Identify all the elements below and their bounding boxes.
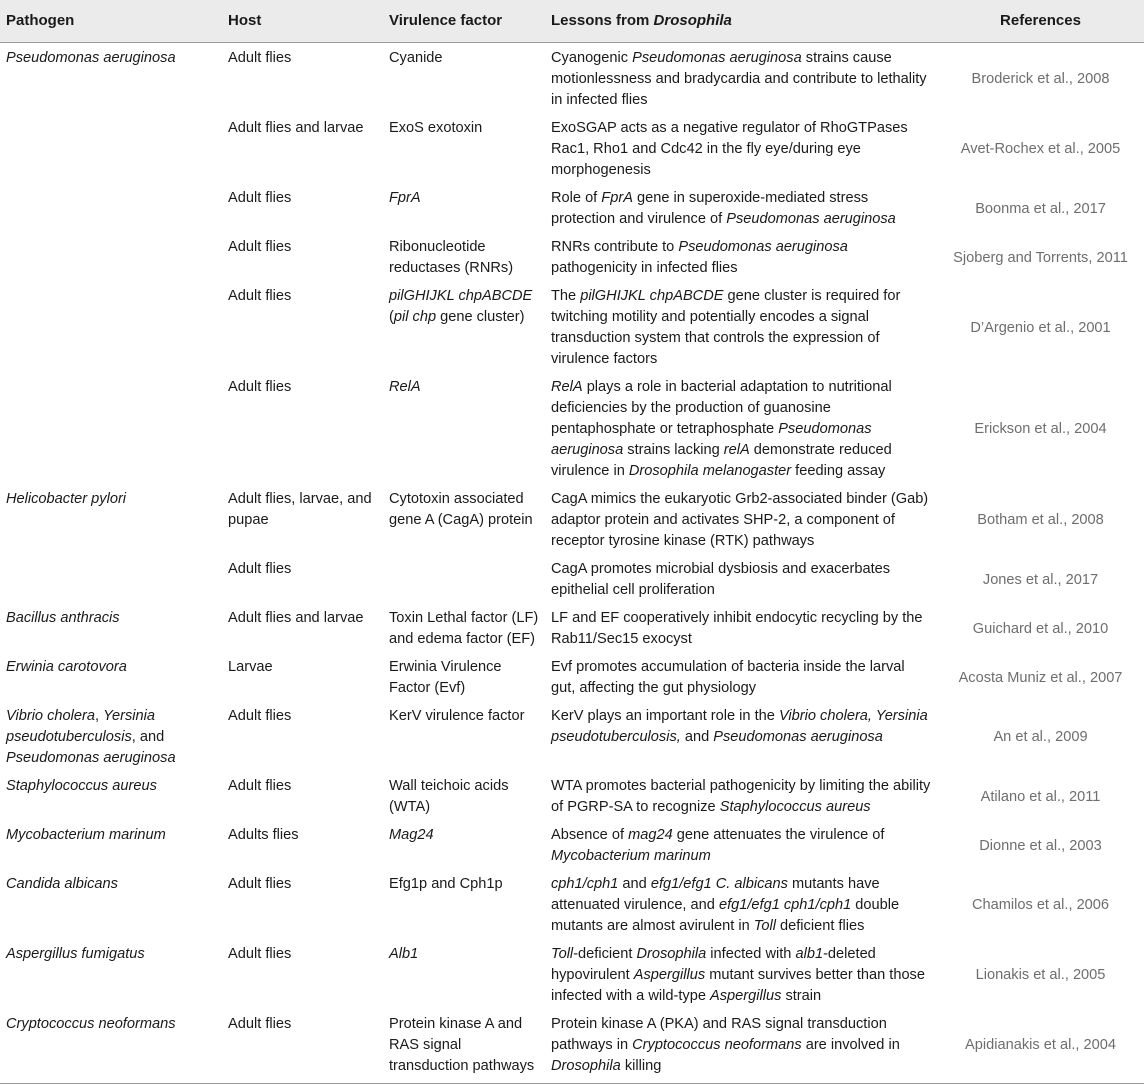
host-text: Adult flies bbox=[228, 379, 292, 395]
cell-factor bbox=[383, 43, 545, 114]
table-row bbox=[0, 869, 1144, 939]
factor-text: FprA bbox=[389, 190, 421, 206]
factor-text: gene cluster) bbox=[436, 309, 525, 325]
header-lessons: Lessons from Drosophila bbox=[545, 0, 935, 43]
table-row bbox=[0, 554, 1144, 603]
cell-reference[interactable]: Jones et al., 2017 bbox=[982, 571, 1099, 588]
cell-reference[interactable]: Lionakis et al., 2005 bbox=[975, 967, 1106, 983]
cell-pathogen bbox=[0, 701, 222, 771]
pathogen-text: Staphylococcus aureus bbox=[6, 778, 157, 794]
cell-lesson bbox=[545, 939, 935, 1009]
cell-reference[interactable]: Sjoberg and Torrents, 2011 bbox=[953, 249, 1128, 266]
factor-text: Ribonucleotide reductases (RNRs) bbox=[389, 239, 514, 276]
lesson-text: WTA promotes bacterial pathogenicity by limiting the ability of PGRP-SA to recognize bbox=[551, 778, 931, 815]
lesson-text: ExoSGAP acts as a negative regulator of RhoGTPases Rac1, Rho1 and Cdc42 in the fly eye/during eye morphogenesis bbox=[551, 120, 908, 178]
lesson-text: cph1/cph1 bbox=[551, 876, 619, 892]
lesson-text: gene attenuates the virulence of bbox=[672, 827, 885, 843]
cell-pathogen bbox=[0, 43, 222, 114]
table-row bbox=[0, 701, 1144, 771]
lesson-text: RNRs contribute to bbox=[551, 239, 679, 255]
lesson-text: Staphylococcus aureus bbox=[719, 799, 871, 815]
host-text: Adult flies bbox=[228, 778, 292, 794]
lesson-text: Pseudomonas aeruginosa bbox=[713, 729, 883, 745]
cell-pathogen bbox=[0, 281, 222, 372]
lesson-text: gene cluster is required for twitching motility and potentially encodes a signal transduction system that controls the expression of virulence factors bbox=[551, 288, 901, 367]
cell-factor bbox=[383, 701, 545, 771]
cell-lesson bbox=[545, 281, 935, 372]
cell-lesson bbox=[545, 183, 935, 232]
lesson-text: -deleted hypovirulent bbox=[551, 946, 876, 983]
cell-host bbox=[222, 232, 383, 281]
cell-factor bbox=[383, 554, 545, 603]
factor-text: Erwinia Virulence Factor (Evf) bbox=[389, 659, 502, 696]
host-text: Adult flies bbox=[228, 708, 292, 724]
host-text: Adult flies bbox=[228, 288, 292, 304]
lesson-text: double mutants are almost avirulent in bbox=[551, 897, 900, 934]
pathogen-text: Mycobacterium marinum bbox=[6, 827, 166, 843]
pathogen-text: Candida albicans bbox=[6, 876, 118, 892]
cell-reference[interactable]: Boonma et al., 2017 bbox=[975, 200, 1106, 217]
cell-pathogen bbox=[0, 484, 222, 554]
host-text: Adult flies and larvae bbox=[228, 610, 364, 626]
factor-text: Wall teichoic acids (WTA) bbox=[389, 778, 509, 815]
cell-pathogen bbox=[0, 652, 222, 701]
cell-pathogen bbox=[0, 554, 222, 603]
lesson-text: Protein kinase A (PKA) and RAS signal transduction pathways in bbox=[551, 1016, 887, 1053]
factor-text: Cytotoxin associated gene A (CagA) protein bbox=[389, 491, 533, 528]
cell-host bbox=[222, 1009, 383, 1084]
cell-host bbox=[222, 652, 383, 701]
lesson-text: LF and EF cooperatively inhibit endocytic recycling by the Rab11/Sec15 exocyst bbox=[551, 610, 923, 647]
cell-lesson bbox=[545, 232, 935, 281]
host-text: Adult flies bbox=[228, 50, 292, 66]
cell-factor bbox=[383, 232, 545, 281]
cell-reference[interactable]: Broderick et al., 2008 bbox=[971, 71, 1110, 87]
cell-factor bbox=[383, 603, 545, 652]
table-row bbox=[0, 232, 1144, 281]
lesson-text: Pseudomonas aeruginosa bbox=[632, 50, 802, 66]
lesson-text: Toll bbox=[753, 918, 776, 934]
factor-text: Mag24 bbox=[389, 827, 434, 843]
factor-text: ExoS exotoxin bbox=[389, 120, 483, 136]
lesson-text: mag24 bbox=[628, 827, 673, 843]
factor-text: Protein kinase A and RAS signal transduction pathways bbox=[389, 1016, 535, 1074]
cell-lesson bbox=[545, 372, 935, 484]
factor-text: RelA bbox=[389, 379, 421, 395]
lesson-text: Vibrio cholera, Yersinia pseudotuberculosis, bbox=[551, 708, 928, 745]
host-text: Adult flies bbox=[228, 946, 292, 962]
lesson-text: relA bbox=[723, 442, 750, 458]
lesson-text: CagA promotes microbial dysbiosis and exacerbates epithelial cell proliferation bbox=[551, 561, 891, 598]
cell-pathogen bbox=[0, 113, 222, 183]
cell-reference[interactable]: Erickson et al., 2004 bbox=[974, 421, 1107, 437]
table-row bbox=[0, 771, 1144, 820]
cell-host bbox=[222, 701, 383, 771]
header-virulence-factor: Virulence factor bbox=[383, 0, 545, 43]
header-references: References bbox=[935, 0, 1144, 43]
cell-lesson bbox=[545, 484, 935, 554]
table-row bbox=[0, 820, 1144, 869]
lesson-text: Drosophila melanogaster bbox=[628, 463, 792, 479]
factor-text: Cyanide bbox=[389, 50, 443, 66]
cell-factor bbox=[383, 183, 545, 232]
cell-pathogen bbox=[0, 372, 222, 484]
lesson-text: The bbox=[551, 288, 581, 304]
lesson-text: Pseudomonas aeruginosa bbox=[726, 211, 896, 227]
lesson-text: Toll bbox=[551, 946, 574, 962]
cell-lesson bbox=[545, 652, 935, 701]
header-pathogen: Pathogen bbox=[0, 0, 222, 43]
table-row bbox=[0, 939, 1144, 1009]
lesson-text: Cryptococcus neoformans bbox=[632, 1037, 802, 1053]
lesson-text: Evf promotes accumulation of bacteria inside the larval gut, affecting the gut physiology bbox=[551, 659, 905, 696]
host-text: Adult flies bbox=[228, 876, 292, 892]
cell-factor bbox=[383, 281, 545, 372]
host-text: Adult flies bbox=[228, 190, 292, 206]
cell-factor bbox=[383, 1009, 545, 1084]
factor-text: ( bbox=[389, 309, 394, 325]
lesson-text: Aspergillus bbox=[710, 988, 782, 1004]
lesson-text: efg1/efg1 C. albicans bbox=[650, 876, 788, 892]
host-text: Adult flies and larvae bbox=[228, 120, 364, 136]
cell-reference[interactable]: Botham et al., 2008 bbox=[977, 512, 1104, 528]
cell-pathogen bbox=[0, 869, 222, 939]
cell-host bbox=[222, 183, 383, 232]
cell-lesson bbox=[545, 113, 935, 183]
factor-text: Efg1p and Cph1p bbox=[389, 876, 503, 892]
table-row bbox=[0, 43, 1144, 114]
lesson-text: alb1 bbox=[795, 946, 824, 962]
pathogen-text: Helicobacter pylori bbox=[6, 491, 127, 507]
lesson-text: Pseudomonas aeruginosa bbox=[678, 239, 848, 255]
cell-reference[interactable]: Acosta Muniz et al., 2007 bbox=[958, 669, 1123, 686]
cell-reference[interactable]: Guichard et al., 2010 bbox=[972, 620, 1109, 637]
factor-text: pil chp bbox=[393, 309, 437, 325]
pathogen-text: Erwinia carotovora bbox=[6, 659, 127, 675]
cell-lesson bbox=[545, 554, 935, 603]
pathogen-text: Pseudomonas aeruginosa bbox=[6, 50, 176, 66]
lesson-text: mutants have attenuated virulence, and bbox=[551, 876, 880, 913]
lesson-text: Absence of bbox=[551, 827, 629, 843]
lesson-text: pilGHIJKL chpABCDE bbox=[580, 288, 724, 304]
cell-host bbox=[222, 939, 383, 1009]
cell-host bbox=[222, 554, 383, 603]
lesson-text: Drosophila bbox=[636, 946, 707, 962]
lesson-text: demonstrate reduced virulence in bbox=[551, 442, 892, 479]
table-row bbox=[0, 183, 1144, 232]
factor-text: Alb1 bbox=[389, 946, 419, 962]
cell-lesson bbox=[545, 771, 935, 820]
cell-host bbox=[222, 113, 383, 183]
lesson-text: Mycobacterium marinum bbox=[551, 848, 711, 864]
table-row bbox=[0, 372, 1144, 484]
lesson-text: strain bbox=[781, 988, 822, 1004]
cell-host bbox=[222, 484, 383, 554]
pathogen-text: Cryptococcus neoformans bbox=[6, 1016, 176, 1032]
table-row bbox=[0, 1009, 1144, 1084]
lesson-text: -deficient bbox=[573, 946, 637, 962]
table-row bbox=[0, 281, 1144, 372]
lesson-text: RelA bbox=[551, 379, 583, 395]
cell-reference[interactable]: Avet-Rochex et al., 2005 bbox=[960, 141, 1121, 157]
header-row bbox=[0, 0, 1144, 43]
host-text: Adults flies bbox=[228, 827, 299, 843]
lesson-text: gene in superoxide-mediated stress protection and virulence of bbox=[551, 190, 869, 227]
lesson-text: strains cause motionlessness and bradycardia and contribute to lethality in infected flies bbox=[551, 50, 927, 108]
cell-pathogen bbox=[0, 820, 222, 869]
cell-factor bbox=[383, 372, 545, 484]
lesson-text: pathogenicity in infected flies bbox=[551, 260, 738, 276]
lesson-text: CagA mimics the eukaryotic Grb2-associated binder (Gab) adaptor protein and activates SHP-2, a component of receptor tyrosine kinase (RTK) pathways bbox=[551, 491, 929, 549]
factor-text: Toxin Lethal factor (LF) and edema factor (EF) bbox=[389, 610, 539, 647]
cell-host bbox=[222, 820, 383, 869]
cell-host bbox=[222, 281, 383, 372]
cell-factor bbox=[383, 820, 545, 869]
cell-lesson bbox=[545, 43, 935, 114]
host-text: Adult flies bbox=[228, 239, 292, 255]
pathogen-text: Pseudomonas aeruginosa bbox=[6, 750, 176, 766]
table-row bbox=[0, 113, 1144, 183]
cell-host bbox=[222, 603, 383, 652]
table-row bbox=[0, 484, 1144, 554]
lesson-text: mutant survives better than those infected with a wild-type bbox=[551, 967, 925, 1004]
lesson-text: KerV plays an important role in the bbox=[551, 708, 779, 724]
pathogen-text: Yersinia pseudotuberculosis bbox=[6, 708, 155, 745]
pathogen-text: , bbox=[94, 708, 104, 724]
cell-lesson bbox=[545, 820, 935, 869]
lesson-text: Aspergillus bbox=[633, 967, 706, 983]
factor-text: pilGHIJKL chpABCDE bbox=[389, 288, 533, 304]
lesson-text: and bbox=[680, 729, 714, 745]
pathogen-text: Vibrio cholera bbox=[6, 708, 95, 724]
lesson-text: FprA bbox=[601, 190, 633, 206]
cell-pathogen bbox=[0, 771, 222, 820]
cell-host bbox=[222, 43, 383, 114]
cell-factor bbox=[383, 652, 545, 701]
lesson-text: Pseudomonas aeruginosa bbox=[551, 421, 872, 458]
lesson-text: killing bbox=[620, 1058, 662, 1074]
cell-factor bbox=[383, 939, 545, 1009]
host-text: Larvae bbox=[228, 659, 273, 675]
lesson-text: efg1/efg1 cph1/cph1 bbox=[718, 897, 852, 913]
lesson-text: Cyanogenic bbox=[551, 50, 633, 66]
cell-factor bbox=[383, 771, 545, 820]
cell-lesson bbox=[545, 603, 935, 652]
lesson-text: are involved in bbox=[801, 1037, 900, 1053]
cell-pathogen bbox=[0, 183, 222, 232]
factor-text: KerV virulence factor bbox=[389, 708, 525, 724]
cell-host bbox=[222, 869, 383, 939]
lesson-text: strains lacking bbox=[623, 442, 724, 458]
header-host: Host bbox=[222, 0, 383, 43]
cell-pathogen bbox=[0, 939, 222, 1009]
lesson-text: plays a role in bacterial adaptation to nutritional deficiencies by the production of guanosine pentaphosphate or tetraphosphate bbox=[551, 379, 892, 437]
lesson-text: deficient flies bbox=[775, 918, 865, 934]
cell-reference[interactable]: An et al., 2009 bbox=[993, 729, 1088, 745]
host-text: Adult flies bbox=[228, 561, 292, 577]
cell-reference[interactable]: Chamilos et al., 2006 bbox=[971, 897, 1110, 913]
cell-lesson bbox=[545, 701, 935, 771]
cell-host bbox=[222, 372, 383, 484]
host-text: Adult flies bbox=[228, 1016, 292, 1032]
cell-pathogen bbox=[0, 1009, 222, 1084]
cell-reference[interactable]: D’Argenio et al., 2001 bbox=[970, 319, 1111, 336]
cell-pathogen bbox=[0, 603, 222, 652]
lesson-text: Drosophila bbox=[551, 1058, 621, 1074]
pathogen-text: Aspergillus fumigatus bbox=[6, 946, 145, 962]
host-text: Adult flies, larvae, and pupae bbox=[228, 491, 372, 528]
cell-reference[interactable]: Dionne et al., 2003 bbox=[979, 837, 1102, 854]
cell-reference[interactable]: Atilano et al., 2011 bbox=[980, 788, 1101, 805]
lesson-text: infected with bbox=[706, 946, 796, 962]
cell-factor bbox=[383, 484, 545, 554]
lesson-text: Role of bbox=[551, 190, 602, 206]
lesson-text: feeding assay bbox=[791, 463, 886, 479]
cell-lesson bbox=[545, 1009, 935, 1084]
cell-reference[interactable]: Apidianakis et al., 2004 bbox=[935, 1009, 1144, 1084]
lesson-text: and bbox=[618, 876, 651, 892]
table-row bbox=[0, 603, 1144, 652]
cell-factor bbox=[383, 113, 545, 183]
pathogen-text: , and bbox=[131, 729, 165, 745]
cell-pathogen bbox=[0, 232, 222, 281]
pathogen-text: Bacillus anthracis bbox=[6, 610, 120, 626]
cell-lesson bbox=[545, 869, 935, 939]
table-row bbox=[0, 652, 1144, 701]
cell-host bbox=[222, 771, 383, 820]
cell-factor bbox=[383, 869, 545, 939]
